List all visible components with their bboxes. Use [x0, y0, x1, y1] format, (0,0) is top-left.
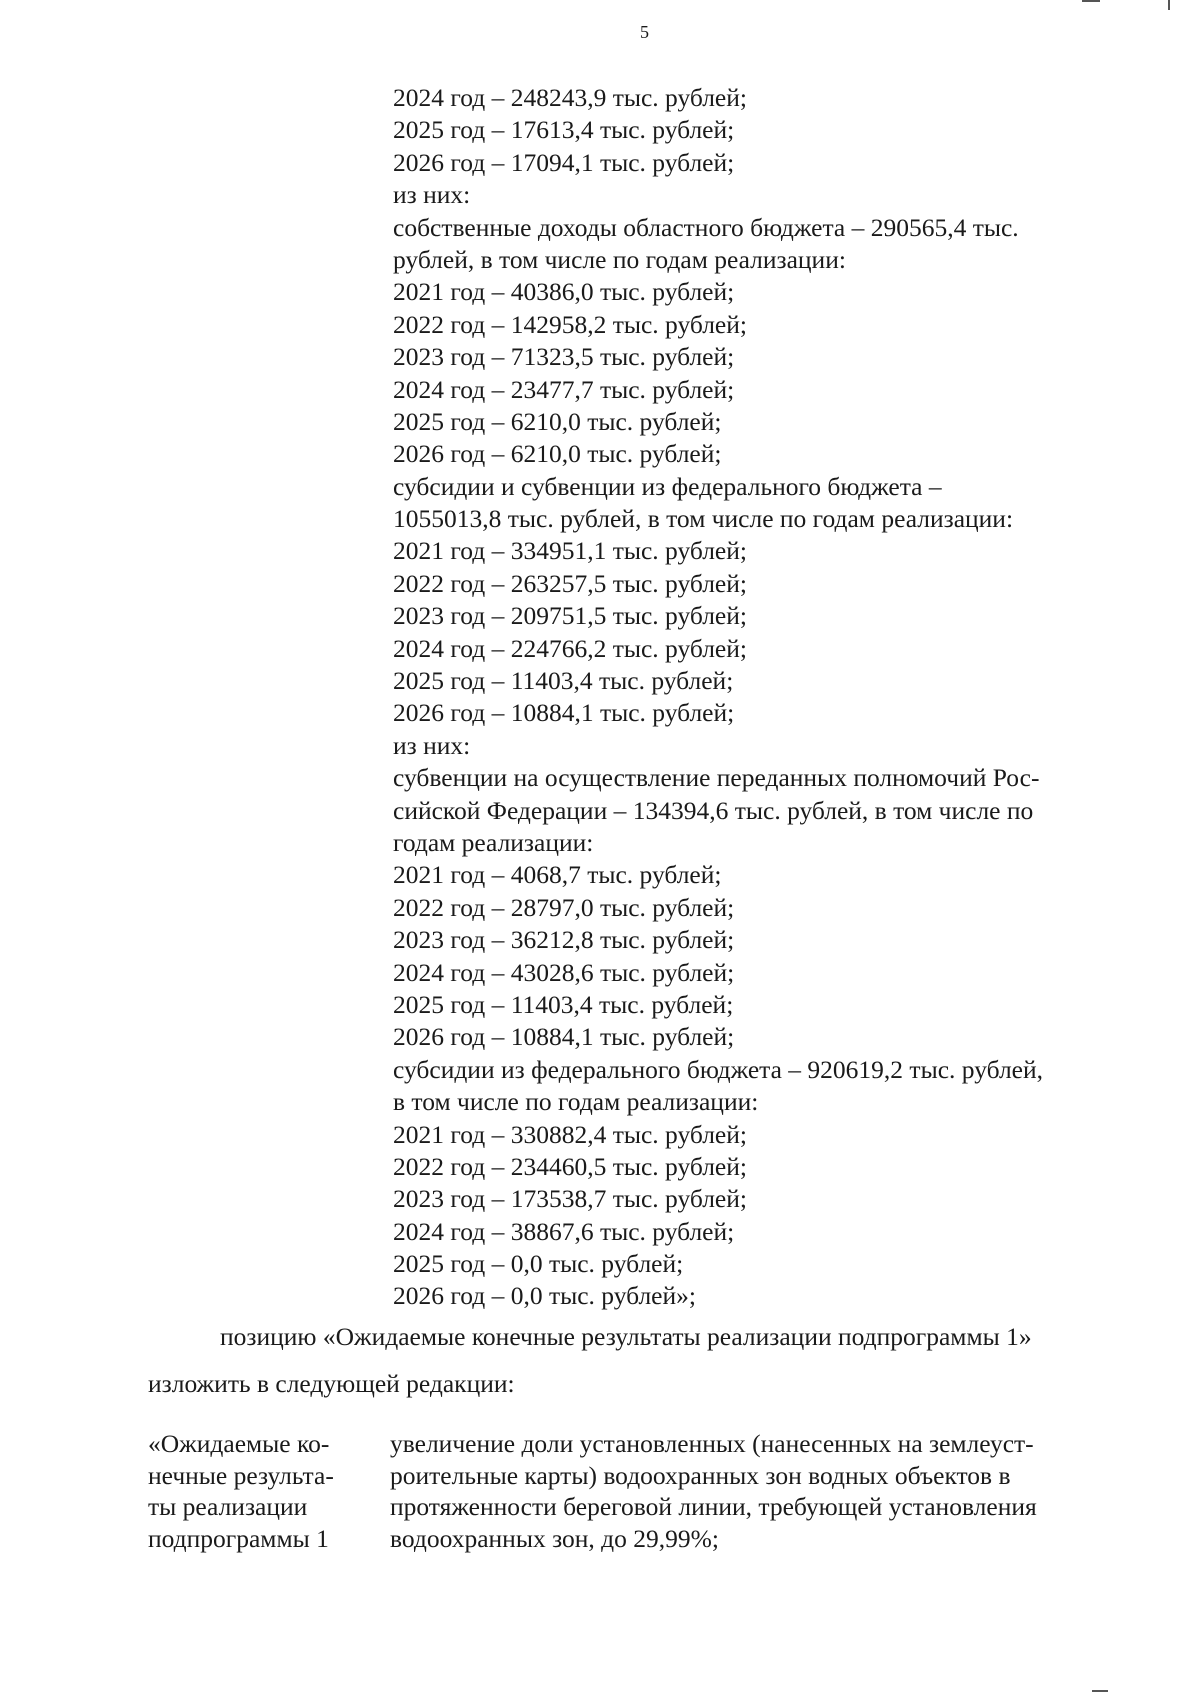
table-right-line: водоохранных зон, до 29,99%; — [390, 1523, 719, 1553]
table-left-column — [148, 1428, 368, 1554]
table-left-line: «Ожидаемые ко- — [148, 1429, 330, 1458]
funding-line: 2024 год – 248243,9 тыс. рублей; — [393, 83, 747, 112]
funding-line: 2022 год – 142958,2 тыс. рублей; — [393, 309, 747, 339]
funding-line: 2021 год – 330882,4 тыс. рублей; — [393, 1119, 747, 1149]
funding-line: 2022 год – 28797,0 тыс. рублей; — [393, 892, 735, 922]
funding-line: 2026 год – 10884,1 тыс. рублей; — [393, 698, 735, 728]
funding-lines — [393, 82, 1153, 1313]
funding-line: 2023 год – 173538,7 тыс. рублей; — [393, 1184, 747, 1214]
funding-line: 2021 год – 334951,1 тыс. рублей; — [393, 536, 747, 566]
table-right-column — [390, 1428, 1120, 1554]
funding-line: 2026 год – 0,0 тыс. рублей»; — [393, 1281, 696, 1311]
funding-line: субвенции на осуществление переданных полномочий Рос- — [393, 763, 1040, 793]
funding-line: 2024 год – 224766,2 тыс. рублей; — [393, 633, 747, 663]
paragraph-edit: изложить в следующей редакции: — [148, 1369, 515, 1398]
funding-line: 2024 год – 38867,6 тыс. рублей; — [393, 1216, 735, 1246]
funding-line: годам реализации: — [393, 827, 594, 857]
funding-line: 2025 год – 6210,0 тыс. рублей; — [393, 406, 722, 436]
funding-line: 2021 год – 40386,0 тыс. рублей; — [393, 277, 735, 307]
table-left-line: ты реализации — [148, 1492, 308, 1521]
funding-line: 2022 год – 263257,5 тыс. рублей; — [393, 568, 747, 598]
funding-line: рублей, в том числе по годам реализации: — [393, 244, 846, 274]
paragraph-position: позицию «Ожидаемые конечные результаты реализации подпрограммы 1» — [220, 1322, 1032, 1351]
funding-line: 2023 год – 71323,5 тыс. рублей; — [393, 342, 735, 372]
funding-line: 2021 год – 4068,7 тыс. рублей; — [393, 860, 722, 890]
funding-line: 1055013,8 тыс. рублей, в том числе по годам реализации: — [393, 504, 1014, 534]
table-right-line: роительные карты) водоохранных зон водных объектов в — [390, 1460, 1011, 1490]
funding-line: собственные доходы областного бюджета – 290565,4 тыс. — [393, 212, 1019, 242]
funding-line: 2025 год – 11403,4 тыс. рублей; — [393, 989, 734, 1019]
funding-line: из них: — [393, 180, 471, 210]
funding-line: субсидии и субвенции из федерального бюджета – — [393, 471, 942, 501]
page-number: 5 — [640, 22, 649, 42]
funding-line: субсидии из федерального бюджета – 920619,2 тыс. рублей, — [393, 1054, 1044, 1084]
table-left-line: подпрограммы 1 — [148, 1523, 329, 1553]
funding-line: 2022 год – 234460,5 тыс. рублей; — [393, 1151, 747, 1181]
funding-line: 2026 год – 6210,0 тыс. рублей; — [393, 439, 722, 469]
funding-line: 2025 год – 11403,4 тыс. рублей; — [393, 666, 734, 696]
table-right-line: протяженности береговой линии, требующей установления — [390, 1492, 1037, 1521]
funding-line: 2024 год – 23477,7 тыс. рублей; — [393, 374, 735, 404]
funding-line: 2023 год – 36212,8 тыс. рублей; — [393, 925, 735, 955]
corner-mark-bottom — [1092, 1690, 1108, 1692]
funding-line: сийской Федерации – 134394,6 тыс. рублей, в том числе по — [393, 795, 1034, 825]
funding-line: из них: — [393, 730, 471, 760]
funding-line: 2023 год – 209751,5 тыс. рублей; — [393, 601, 747, 631]
corner-mark-top-right — [1168, 0, 1170, 10]
funding-line: 2025 год – 17613,4 тыс. рублей; — [393, 115, 735, 145]
funding-line: 2025 год – 0,0 тыс. рублей; — [393, 1249, 684, 1279]
funding-line: 2024 год – 43028,6 тыс. рублей; — [393, 957, 735, 987]
funding-line: 2026 год – 10884,1 тыс. рублей; — [393, 1022, 735, 1052]
corner-mark-top — [1082, 0, 1100, 2]
table-left-line: нечные результа- — [148, 1460, 334, 1490]
funding-line: 2026 год – 17094,1 тыс. рублей; — [393, 147, 735, 177]
table-right-line: увеличение доли установленных (нанесенных на землеуст- — [390, 1429, 1034, 1458]
funding-line: в том числе по годам реализации: — [393, 1087, 759, 1117]
